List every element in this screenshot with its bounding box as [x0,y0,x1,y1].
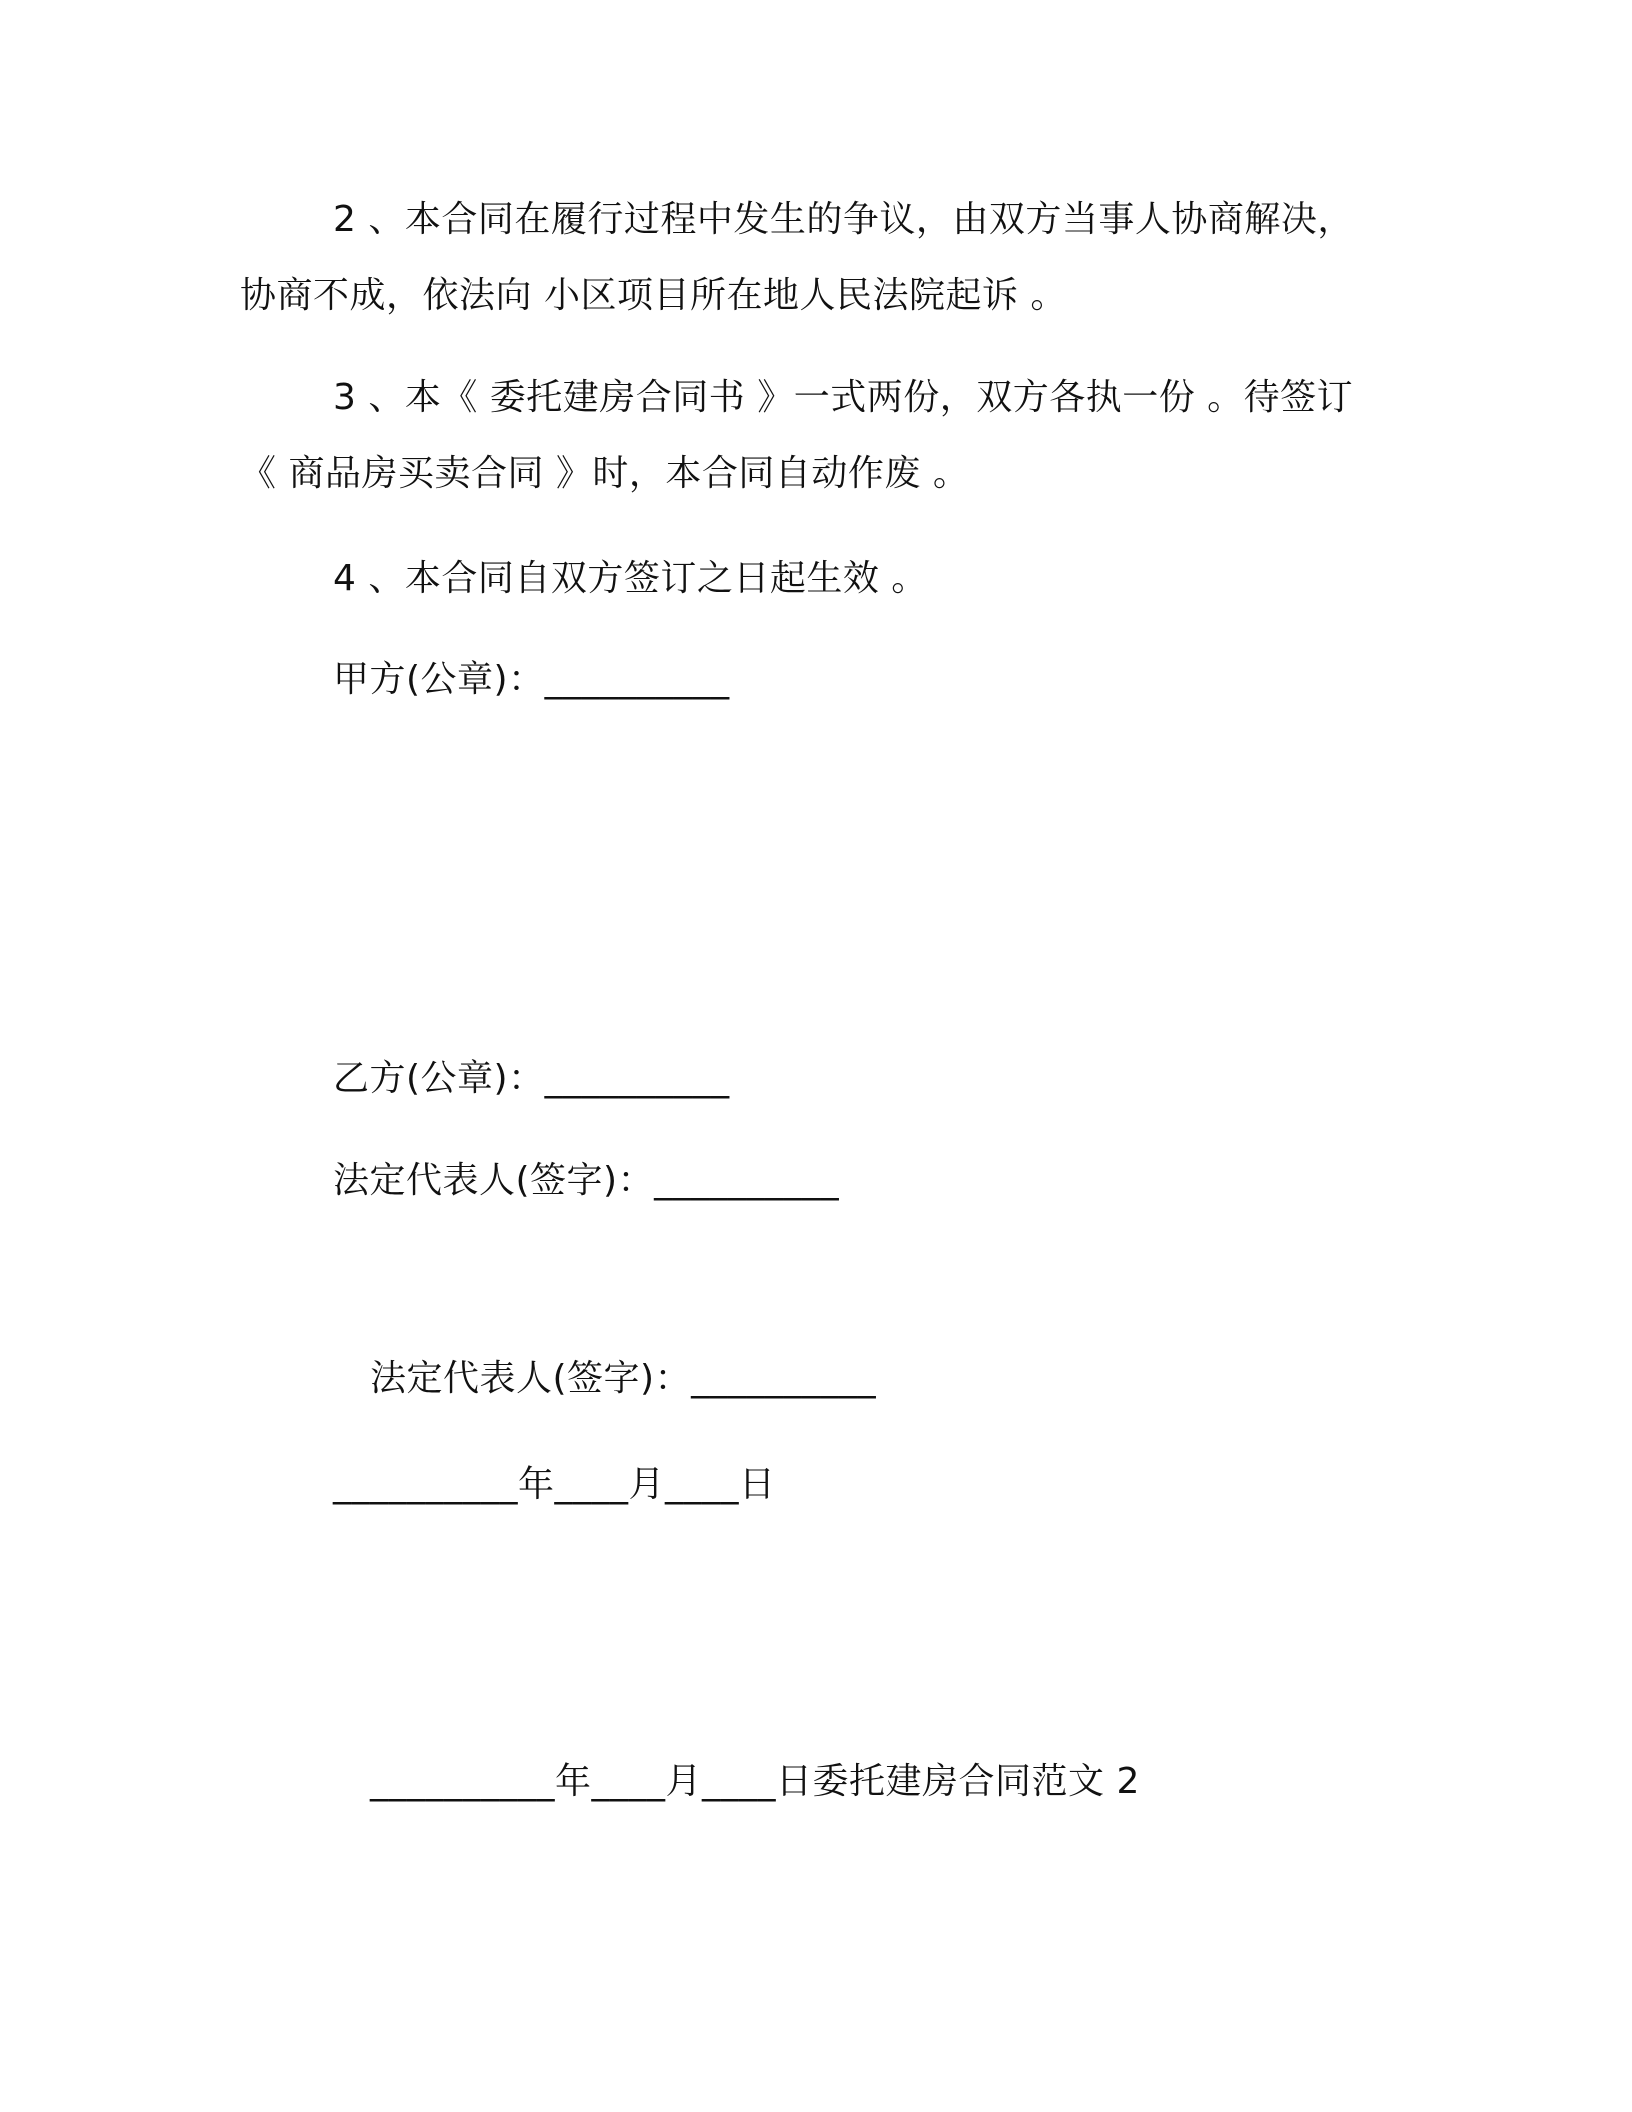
clause-2-line-1: 2 、本合同在履行过程中发生的争议，由双方当事人协商解决， [333,199,1354,240]
clause-3-line-1: 3 、本《 委托建房合同书 》一式两份，双方各执一份 。待签订 [333,377,1354,418]
legal-representative-signature-1: 法定代表人(签字)：__________ [333,1160,840,1201]
next-section-title: __________年____月____日委托建房合同范文 2 [370,1761,1140,1802]
party-b-seal-line: 乙方(公章)：__________ [333,1058,730,1099]
date-line: __________年____月____日 [333,1464,776,1505]
clause-4: 4 、本合同自双方签订之日起生效 。 [333,558,928,599]
clause-2-line-2: 协商不成，依法向 小区项目所在地人民法院起诉 。 [240,275,1067,316]
clause-3-line-2: 《 商品房买卖合同 》时，本合同自动作废 。 [240,453,970,494]
legal-representative-signature-2: 法定代表人(签字)：__________ [370,1358,877,1399]
party-a-seal-line: 甲方(公章)：__________ [333,659,730,700]
